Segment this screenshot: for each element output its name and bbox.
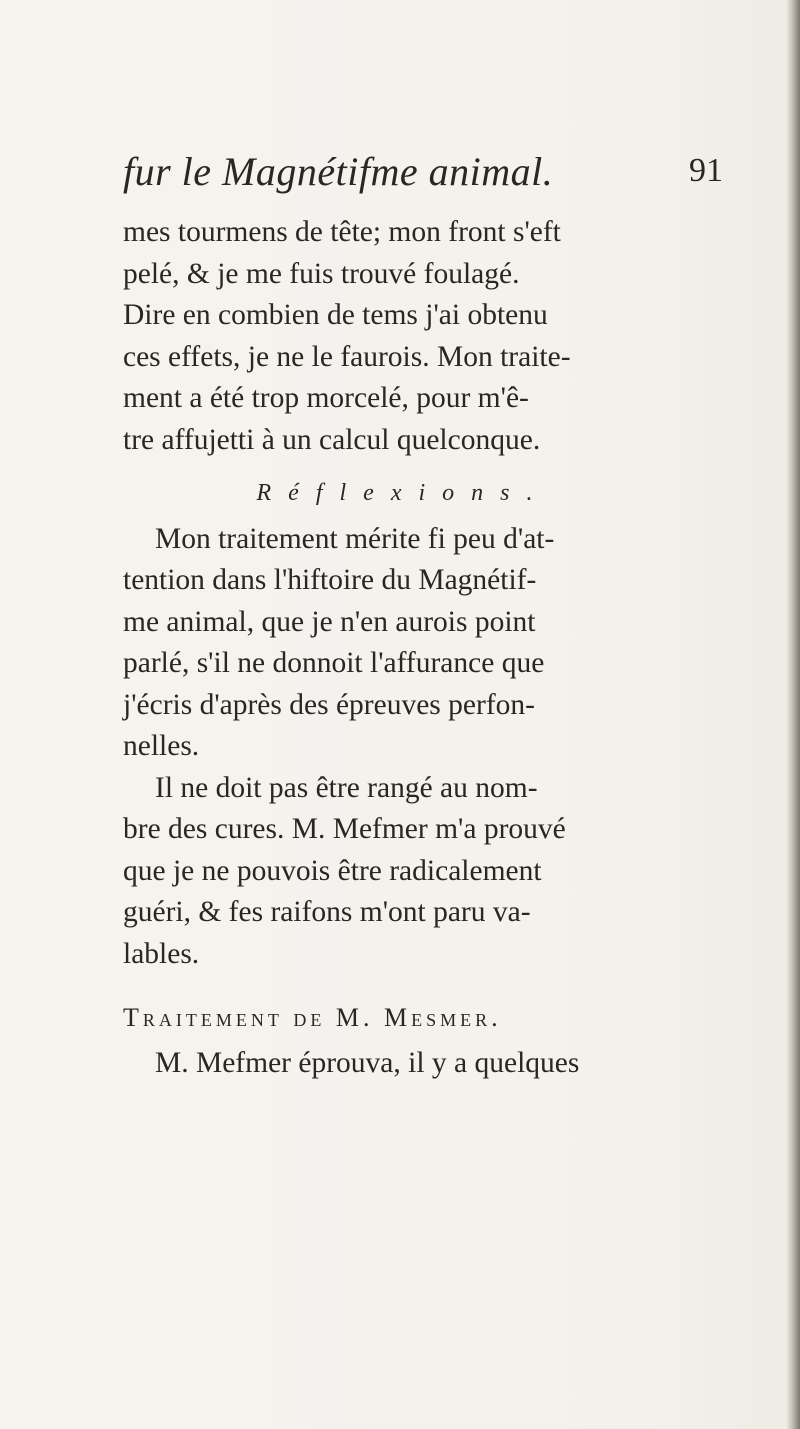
text-line: j'écris d'après des épreuves perfon- — [123, 688, 535, 721]
page-edge-shadow — [786, 0, 800, 1429]
text-line: ment a été trop morcelé, pour m'ê- — [123, 382, 529, 414]
section-heading-reflexions: Réflexions. — [256, 480, 550, 506]
text-line: tention dans l'hiftoire du Magnétif- — [123, 564, 537, 596]
page-number: 91 — [689, 152, 723, 189]
text-line: Mon traitement mérite fi peu d'at- — [155, 522, 555, 555]
section-heading-traitement: Traitement de M. Mesmer. — [123, 1003, 502, 1032]
running-head: fur le Magnétifme animal. — [123, 149, 554, 194]
text-line: bre des cures. M. Mefmer m'a prouvé — [123, 813, 566, 845]
paragraph-2 — [123, 519, 723, 768]
text-line: pelé, & je me fuis trouvé foulagé. — [123, 257, 520, 290]
text-line: me animal, que je n'en aurois point — [123, 605, 536, 638]
text-line: que je ne pouvois être radicalement — [123, 854, 542, 887]
text-line: nelles. — [123, 730, 200, 762]
text-line: M. Mefmer éprouva, il y a quelques — [155, 1046, 580, 1079]
paragraph-3 — [123, 768, 723, 976]
paragraph-4 — [123, 1043, 723, 1085]
body-text — [123, 212, 723, 1084]
text-line: Il ne doit pas être rangé au nom- — [155, 771, 538, 804]
text-line: guéri, & fes raifons m'ont paru va- — [123, 896, 531, 928]
text-line: Dire en combien de tems j'ai obtenu — [123, 299, 548, 331]
text-line: tre affujetti à un calcul quelconque. — [123, 423, 541, 456]
text-line: parlé, s'il ne donnoit l'affurance que — [123, 647, 545, 679]
page-header — [123, 148, 723, 206]
text-line: mes tourmens de tête; mon front s'eft — [123, 216, 561, 248]
text-line: lables. — [123, 937, 200, 970]
text-line: ces effets, je ne le faurois. Mon traite- — [123, 340, 571, 373]
paragraph-1 — [123, 212, 723, 461]
